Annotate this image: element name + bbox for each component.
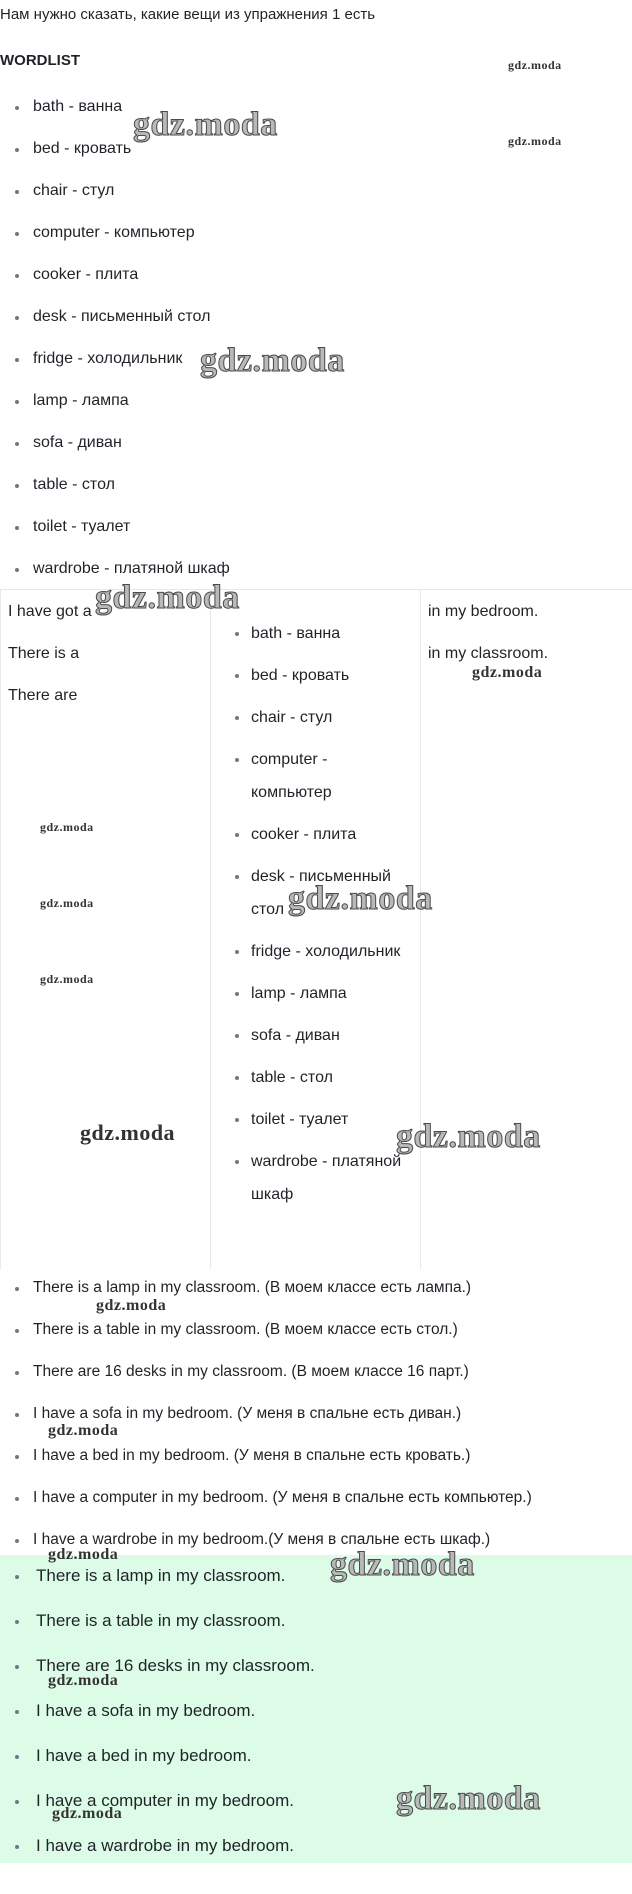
list-item: I have a bed in my bedroom. bbox=[0, 1745, 632, 1790]
list-item: desk - письменный стол bbox=[0, 308, 632, 350]
list-item: wardrobe - платяной шкаф bbox=[211, 1145, 421, 1211]
list-item: computer - компьютер bbox=[0, 224, 632, 266]
list-item: There are 16 desks in my classroom. (В моем классе 16 парт.) bbox=[0, 1362, 632, 1404]
watermark: gdz.moda bbox=[40, 820, 94, 834]
list-item: cooker - плита bbox=[211, 818, 421, 851]
watermark: gdz.moda bbox=[40, 972, 94, 986]
list-item: sofa - диван bbox=[0, 434, 632, 476]
watermark: gdz.moda bbox=[48, 1422, 119, 1439]
list-item: toilet - туалет bbox=[0, 518, 632, 560]
wordlist-title: WORDLIST bbox=[0, 52, 80, 69]
table-cell: There are bbox=[8, 687, 78, 704]
list-item: I have a wardrobe in my bedroom. bbox=[0, 1835, 632, 1880]
intro-text: Нам нужно сказать, какие вещи из упражнения 1 есть bbox=[0, 6, 376, 23]
watermark: gdz.moda bbox=[52, 1805, 123, 1822]
list-item: cooker - плита bbox=[0, 266, 632, 308]
list-item: fridge - холодильник bbox=[211, 935, 421, 968]
list-item: I have a sofa in my bedroom. bbox=[0, 1700, 632, 1745]
list-item: I have a computer in my bedroom. (У меня в спальне есть компьютер.) bbox=[0, 1488, 632, 1530]
watermark: gdz.moda bbox=[96, 1297, 167, 1314]
watermark: gdz.moda bbox=[40, 896, 94, 910]
table-column-items bbox=[210, 589, 421, 1269]
list-item: I have a computer in my bedroom. bbox=[0, 1790, 632, 1835]
watermark: gdz.moda bbox=[200, 342, 345, 379]
list-item: bath - ванна bbox=[0, 98, 632, 140]
list-item: lamp - лампа bbox=[0, 392, 632, 434]
watermark: gdz.moda bbox=[396, 1118, 541, 1155]
list-item: I have a bed in my bedroom. (У меня в спальне есть кровать.) bbox=[0, 1446, 632, 1488]
list-item: table - стол bbox=[0, 476, 632, 518]
watermark: gdz.moda bbox=[508, 58, 562, 72]
watermark: gdz.moda bbox=[48, 1546, 119, 1563]
table-cell: I have got a bbox=[8, 603, 92, 620]
list-item: fridge - холодильник bbox=[0, 350, 632, 392]
list-item: There is a lamp in my classroom. bbox=[0, 1565, 632, 1610]
list-item: chair - стул bbox=[211, 701, 421, 734]
list-item: There is a lamp in my classroom. (В моем классе есть лампа.) bbox=[0, 1278, 632, 1320]
list-item: There is a table in my classroom. bbox=[0, 1610, 632, 1655]
list-item: wardrobe - платяной шкаф bbox=[0, 560, 632, 602]
list-item: computer - компьютер bbox=[211, 743, 421, 809]
watermark: gdz.moda bbox=[80, 1120, 176, 1145]
answer-list bbox=[0, 1565, 632, 1880]
list-item: I have a wardrobe in my bedroom.(У меня в спальне есть шкаф.) bbox=[0, 1530, 632, 1572]
table-cell: There is a bbox=[8, 645, 80, 662]
list-item: bed - кровать bbox=[0, 140, 632, 182]
list-item: bed - кровать bbox=[211, 659, 421, 692]
list-item: toilet - туалет bbox=[211, 1103, 421, 1136]
watermark: gdz.moda bbox=[288, 880, 433, 917]
list-item: There is a table in my classroom. (В моем классе есть стол.) bbox=[0, 1320, 632, 1362]
list-item: chair - стул bbox=[0, 182, 632, 224]
watermark: gdz.moda bbox=[330, 1546, 475, 1583]
table-column-subject bbox=[0, 589, 211, 1269]
list-item: bath - ванна bbox=[211, 617, 421, 650]
list-item: sofa - диван bbox=[211, 1019, 421, 1052]
watermark: gdz.moda bbox=[396, 1780, 541, 1817]
table-cell: in my classroom. bbox=[428, 645, 549, 662]
list-item: There are 16 desks in my classroom. bbox=[0, 1655, 632, 1700]
table-cell: in my bedroom. bbox=[428, 603, 539, 620]
watermark: gdz.moda bbox=[508, 134, 562, 148]
watermark: gdz.moda bbox=[95, 579, 240, 616]
list-item: lamp - лампа bbox=[211, 977, 421, 1010]
sentence-builder-table bbox=[0, 589, 632, 1269]
watermark: gdz.moda bbox=[48, 1672, 119, 1689]
table-column-place bbox=[420, 589, 632, 1269]
list-item: desk - письменный стол bbox=[211, 860, 421, 926]
list-item: table - стол bbox=[211, 1061, 421, 1094]
list-item: I have a sofa in my bedroom. (У меня в спальне есть диван.) bbox=[0, 1404, 632, 1446]
watermark: gdz.moda bbox=[472, 664, 543, 681]
watermark: gdz.moda bbox=[133, 106, 278, 143]
